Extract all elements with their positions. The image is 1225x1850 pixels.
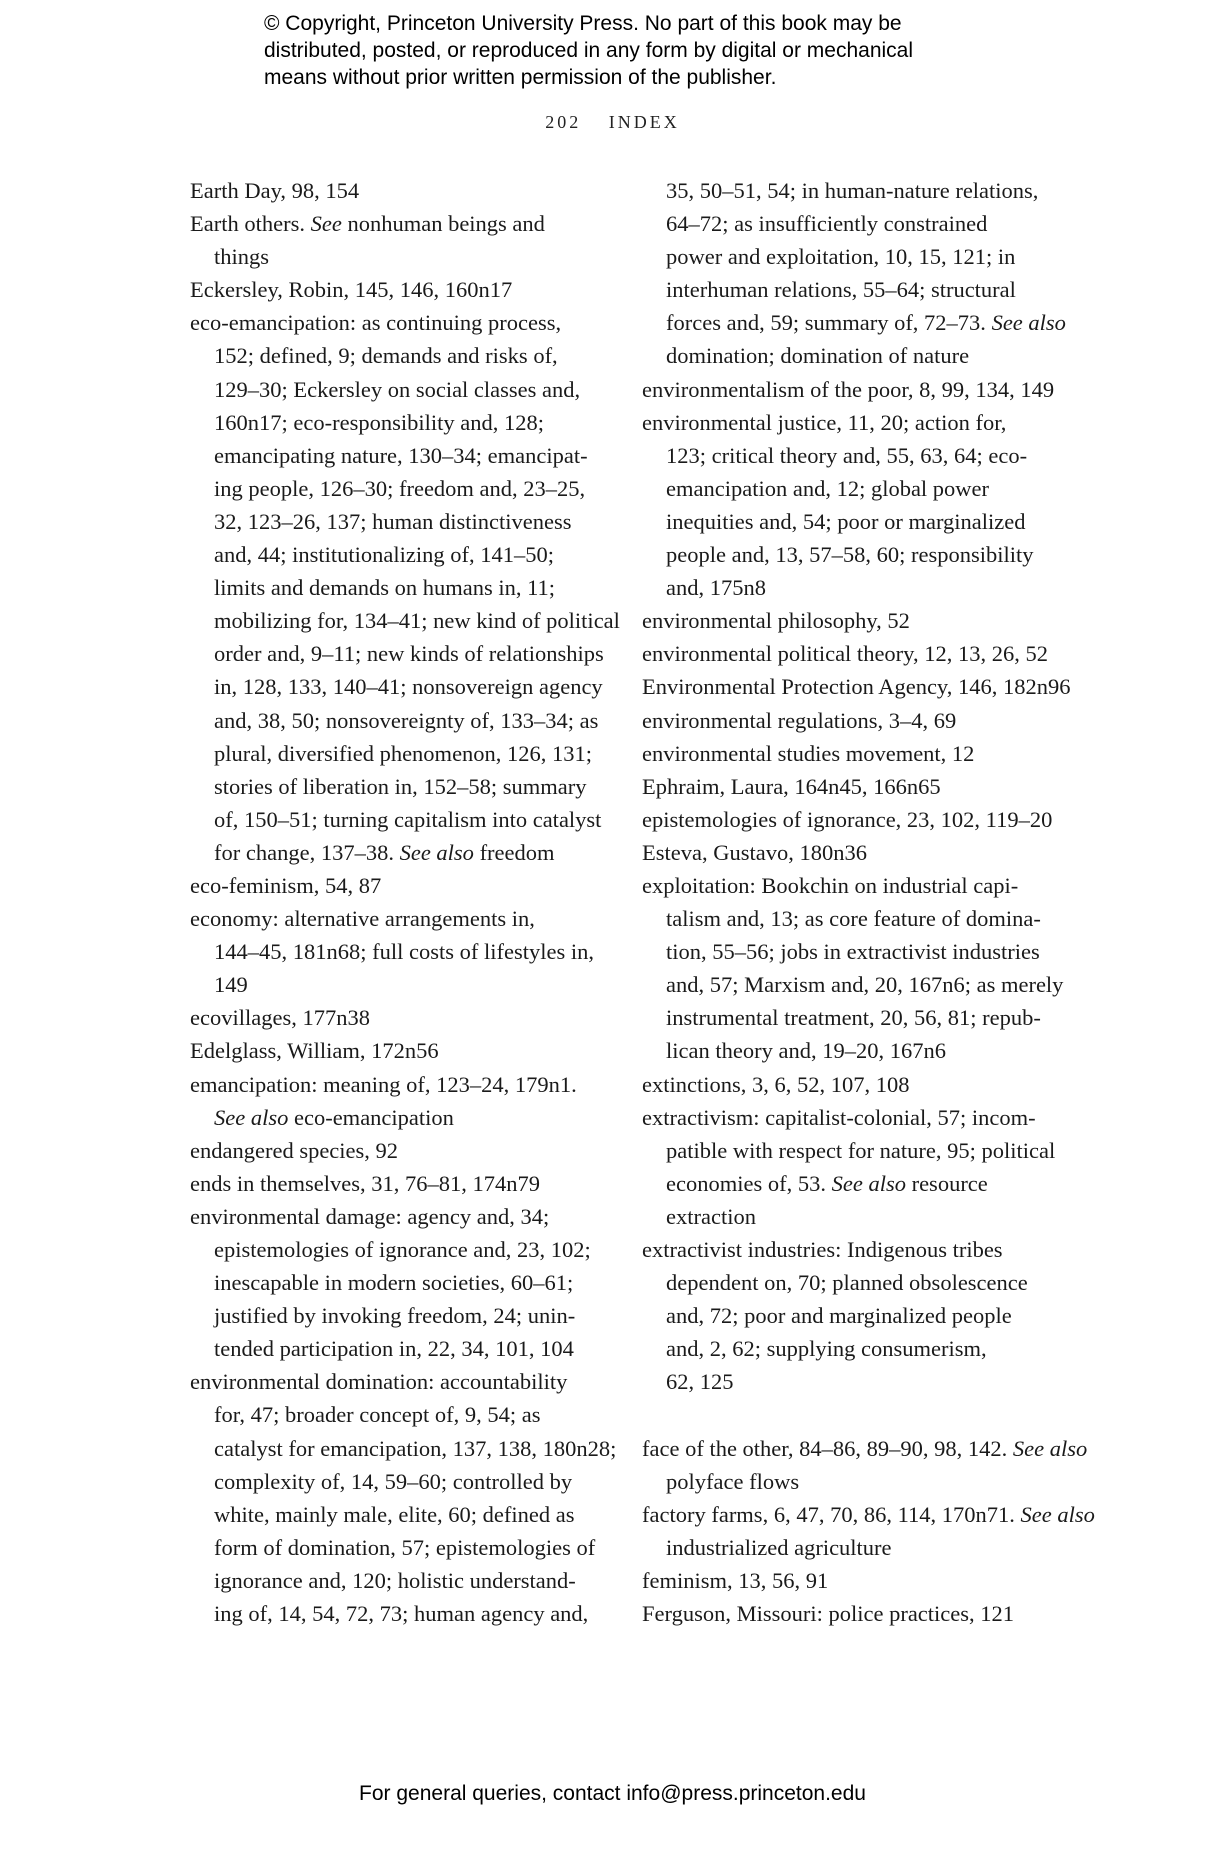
entry-subline: domination; domination of nature — [666, 343, 970, 369]
index-entry — [190, 1001, 620, 1034]
entry-subline: form of domination, 57; epistemologies of — [214, 1534, 596, 1560]
index-column-right — [642, 174, 1095, 1630]
entry-subline: things — [214, 244, 270, 270]
index-entry — [642, 1068, 1072, 1101]
index-entry — [190, 207, 620, 273]
entry-subline: polyface flows — [666, 1468, 800, 1494]
entry-subline: 129–30; Eckersley on social classes and, — [214, 376, 581, 402]
entry-subline: order and, 9–11; new kinds of relationships — [214, 641, 604, 667]
entry-subline: dependent on, 70; planned obsolescence — [666, 1270, 1028, 1296]
entry-subline — [190, 1101, 620, 1134]
entry-heading-line: ecovillages, 177n38 — [190, 1005, 370, 1031]
index-entry — [642, 1564, 1072, 1597]
entry-subline: stories of liberation in, 152–58; summary — [214, 773, 587, 799]
running-head — [0, 112, 1225, 133]
see-also-label: See — [310, 211, 342, 237]
entry-subline: and, 57; Marxism and, 20, 167n6; as merely — [666, 972, 1064, 998]
entry-heading-line: environmental regulations, 3–4, 69 — [642, 707, 957, 733]
see-also-label: See also — [214, 1104, 289, 1130]
index-entry — [190, 174, 620, 207]
index-entry — [642, 604, 1072, 637]
index-entry — [190, 902, 620, 1001]
entry-subline — [190, 836, 620, 869]
entry-subline: for, 47; broader concept of, 9, 54; as — [214, 1402, 541, 1428]
entry-subline: plural, diversified phenomenon, 126, 131; — [214, 740, 593, 766]
entry-text: forces and, 59; summary of, 72–73. — [666, 310, 992, 336]
entry-subline: 152; defined, 9; demands and risks of, — [214, 343, 558, 369]
index-entry — [190, 1068, 620, 1134]
entry-subline: extraction — [666, 1203, 756, 1229]
see-also-label: See also — [1012, 1435, 1088, 1461]
see-also-label: See also — [399, 839, 474, 865]
entry-subline: industrialized agriculture — [666, 1534, 892, 1560]
see-also-label: See also — [991, 310, 1066, 336]
entry-subline: 35, 50–51, 54; in human-nature relations, — [666, 178, 1039, 203]
index-entry — [190, 1200, 620, 1365]
entry-heading-line: epistemologies of ignorance, 23, 102, 119–20 — [642, 806, 1053, 832]
entry-subline — [642, 306, 1072, 339]
index-entry — [190, 1034, 620, 1067]
entry-subline: ing people, 126–30; freedom and, 23–25, — [214, 475, 586, 501]
entry-subline: 62, 125 — [666, 1369, 734, 1395]
index-entry — [642, 869, 1072, 1068]
index-entry — [642, 1597, 1072, 1630]
entry-subline: interhuman relations, 55–64; structural — [666, 277, 1016, 303]
entry-heading-line: exploitation: Bookchin on industrial capi- — [642, 872, 1019, 898]
letter-break — [642, 1398, 1072, 1431]
entry-text: nonhuman beings and — [341, 211, 545, 237]
entry-heading-line: environmental damage: agency and, 34; — [190, 1203, 550, 1229]
entry-subline: inequities and, 54; poor or marginalized — [666, 508, 1026, 534]
index-entry — [190, 1134, 620, 1167]
entry-subline: mobilizing for, 134–41; new kind of political — [214, 608, 620, 634]
page-number: 202 — [545, 112, 582, 132]
entry-heading-line: environmental political theory, 12, 13, 26, 52 — [642, 641, 1048, 667]
entry-subline: 32, 123–26, 137; human distinctiveness — [214, 508, 572, 534]
copyright-notice — [264, 10, 1024, 91]
entry-heading-line: feminism, 13, 56, 91 — [642, 1567, 829, 1593]
entry-subline: instrumental treatment, 20, 56, 81; repub- — [666, 1005, 1041, 1031]
entry-text: economies of, 53. — [666, 1170, 832, 1196]
entry-heading-line: extractivist industries: Indigenous tribes — [642, 1237, 1003, 1262]
entry-subline: 123; critical theory and, 55, 63, 64; eco- — [666, 442, 1028, 468]
index-entry — [642, 174, 1072, 373]
entry-heading-line: emancipation: meaning of, 123–24, 179n1. — [190, 1071, 577, 1097]
entry-subline: 160n17; eco-responsibility and, 128; — [214, 409, 544, 435]
copyright-line: © Copyright, Princeton University Press. No part of this book may be — [264, 12, 902, 35]
entry-heading-line — [642, 1432, 1088, 1465]
entry-heading-line: environmental studies movement, 12 — [642, 740, 975, 766]
index-entry — [642, 1101, 1072, 1233]
footer-contact: For general queries, contact info@press.princeton.edu — [359, 1782, 866, 1805]
entry-heading-line: extractivism: capitalist-colonial, 57; incom- — [642, 1104, 1036, 1130]
entry-text: Earth others. — [190, 211, 311, 237]
index-entry — [642, 637, 1072, 670]
index-entry — [190, 1167, 620, 1200]
copyright-line: distributed, posted, or reproduced in any form by digital or mechanical — [264, 39, 914, 62]
index-entry — [190, 1365, 620, 1630]
entry-subline: justified by invoking freedom, 24; unin- — [214, 1303, 576, 1329]
entry-text: freedom — [473, 839, 555, 865]
entry-text: face of the other, 84–86, 89–90, 98, 142. — [642, 1435, 1013, 1461]
entry-heading-line: Eckersley, Robin, 145, 146, 160n17 — [190, 277, 513, 303]
entry-subline: and, 44; institutionalizing of, 141–50; — [214, 542, 554, 568]
index-entry — [642, 770, 1072, 803]
entry-heading-line: extinctions, 3, 6, 52, 107, 108 — [642, 1071, 910, 1097]
entry-subline — [642, 1167, 1072, 1200]
index-entry — [642, 737, 1072, 770]
see-also-label: See also — [831, 1170, 906, 1196]
entry-subline: emancipating nature, 130–34; emancipat- — [214, 442, 588, 468]
entry-subline: limits and demands on humans in, 11; — [214, 575, 556, 601]
see-also-label: See also — [1020, 1501, 1095, 1527]
entry-heading-line: endangered species, 92 — [190, 1137, 399, 1163]
entry-heading-line: Esteva, Gustavo, 180n36 — [642, 839, 867, 865]
entry-subline: lican theory and, 19–20, 167n6 — [666, 1038, 946, 1064]
entry-heading-line: Environmental Protection Agency, 146, 182n96 — [642, 674, 1071, 700]
entry-heading-line: eco-feminism, 54, 87 — [190, 872, 382, 898]
entry-subline: of, 150–51; turning capitalism into catalyst — [214, 806, 602, 832]
index-entry — [642, 1233, 1072, 1398]
index-entry — [642, 1498, 1095, 1564]
entry-subline: epistemologies of ignorance and, 23, 102; — [214, 1237, 591, 1262]
index-entry — [190, 306, 620, 869]
running-head-title: INDEX — [608, 112, 680, 132]
entry-subline: catalyst for emancipation, 137, 138, 180n28; — [214, 1435, 617, 1461]
entry-subline: inescapable in modern societies, 60–61; — [214, 1270, 574, 1296]
entry-heading-line: eco-emancipation: as continuing process, — [190, 310, 562, 336]
entry-subline: and, 2, 62; supplying consumerism, — [666, 1336, 987, 1362]
entry-text: factory farms, 6, 47, 70, 86, 114, 170n71. — [642, 1501, 1021, 1527]
index-entry — [642, 1432, 1088, 1498]
entry-heading-line: Edelglass, William, 172n56 — [190, 1038, 439, 1064]
entry-heading-line: economy: alternative arrangements in, — [190, 906, 535, 932]
index-entry — [642, 836, 1072, 869]
entry-subline: complexity of, 14, 59–60; controlled by — [214, 1468, 573, 1494]
entry-subline: tended participation in, 22, 34, 101, 104 — [214, 1336, 574, 1362]
entry-subline: 64–72; as insufficiently constrained — [666, 211, 988, 237]
entry-subline: and, 175n8 — [666, 575, 766, 601]
entry-subline: in, 128, 133, 140–41; nonsovereign agency — [214, 674, 603, 700]
index-entry — [642, 373, 1072, 406]
entry-text: for change, 137–38. — [214, 839, 400, 865]
entry-subline: emancipation and, 12; global power — [666, 475, 990, 501]
copyright-line: means without prior written permission of the publisher. — [264, 66, 777, 89]
entry-subline: ignorance and, 120; holistic understand- — [214, 1567, 576, 1593]
entry-subline: people and, 13, 57–58, 60; responsibility — [666, 542, 1034, 568]
index-entry — [190, 273, 620, 306]
index-entry — [190, 869, 620, 902]
entry-subline: 149 — [214, 972, 248, 998]
entry-heading-line: environmental justice, 11, 20; action for, — [642, 409, 1007, 435]
entry-subline: 144–45, 181n68; full costs of lifestyles in, — [214, 939, 594, 965]
entry-heading-line: Ephraim, Laura, 164n45, 166n65 — [642, 773, 941, 799]
entry-heading-line: Ferguson, Missouri: police practices, 121 — [642, 1601, 1015, 1627]
entry-subline: talism and, 13; as core feature of domina- — [666, 906, 1041, 932]
index-entry — [642, 670, 1072, 703]
entry-subline: patible with respect for nature, 95; political — [666, 1137, 1056, 1163]
entry-subline: white, mainly male, elite, 60; defined as — [214, 1501, 575, 1527]
entry-subline: ing of, 14, 54, 72, 73; human agency and, — [214, 1601, 589, 1627]
index-entry — [642, 803, 1072, 836]
entry-subline: and, 38, 50; nonsovereignty of, 133–34; as — [214, 707, 599, 733]
entry-heading-line: Earth Day, 98, 154 — [190, 178, 360, 203]
entry-subline: and, 72; poor and marginalized people — [666, 1303, 1012, 1329]
entry-heading-line: ends in themselves, 31, 76–81, 174n79 — [190, 1170, 540, 1196]
entry-heading-line — [190, 207, 620, 240]
entry-subline: tion, 55–56; jobs in extractivist industries — [666, 939, 1040, 965]
entry-subline: power and exploitation, 10, 15, 121; in — [666, 244, 1016, 270]
index-entry — [642, 704, 1072, 737]
entry-text: resource — [905, 1170, 988, 1196]
entry-heading-line: environmentalism of the poor, 8, 99, 134, 149 — [642, 376, 1055, 402]
index-entry — [642, 406, 1072, 605]
index-column-left — [190, 174, 620, 1630]
entry-heading-line — [642, 1498, 1095, 1531]
entry-text: eco-emancipation — [288, 1104, 454, 1130]
entry-heading-line: environmental philosophy, 52 — [642, 608, 910, 634]
entry-heading-line: environmental domination: accountability — [190, 1369, 568, 1395]
